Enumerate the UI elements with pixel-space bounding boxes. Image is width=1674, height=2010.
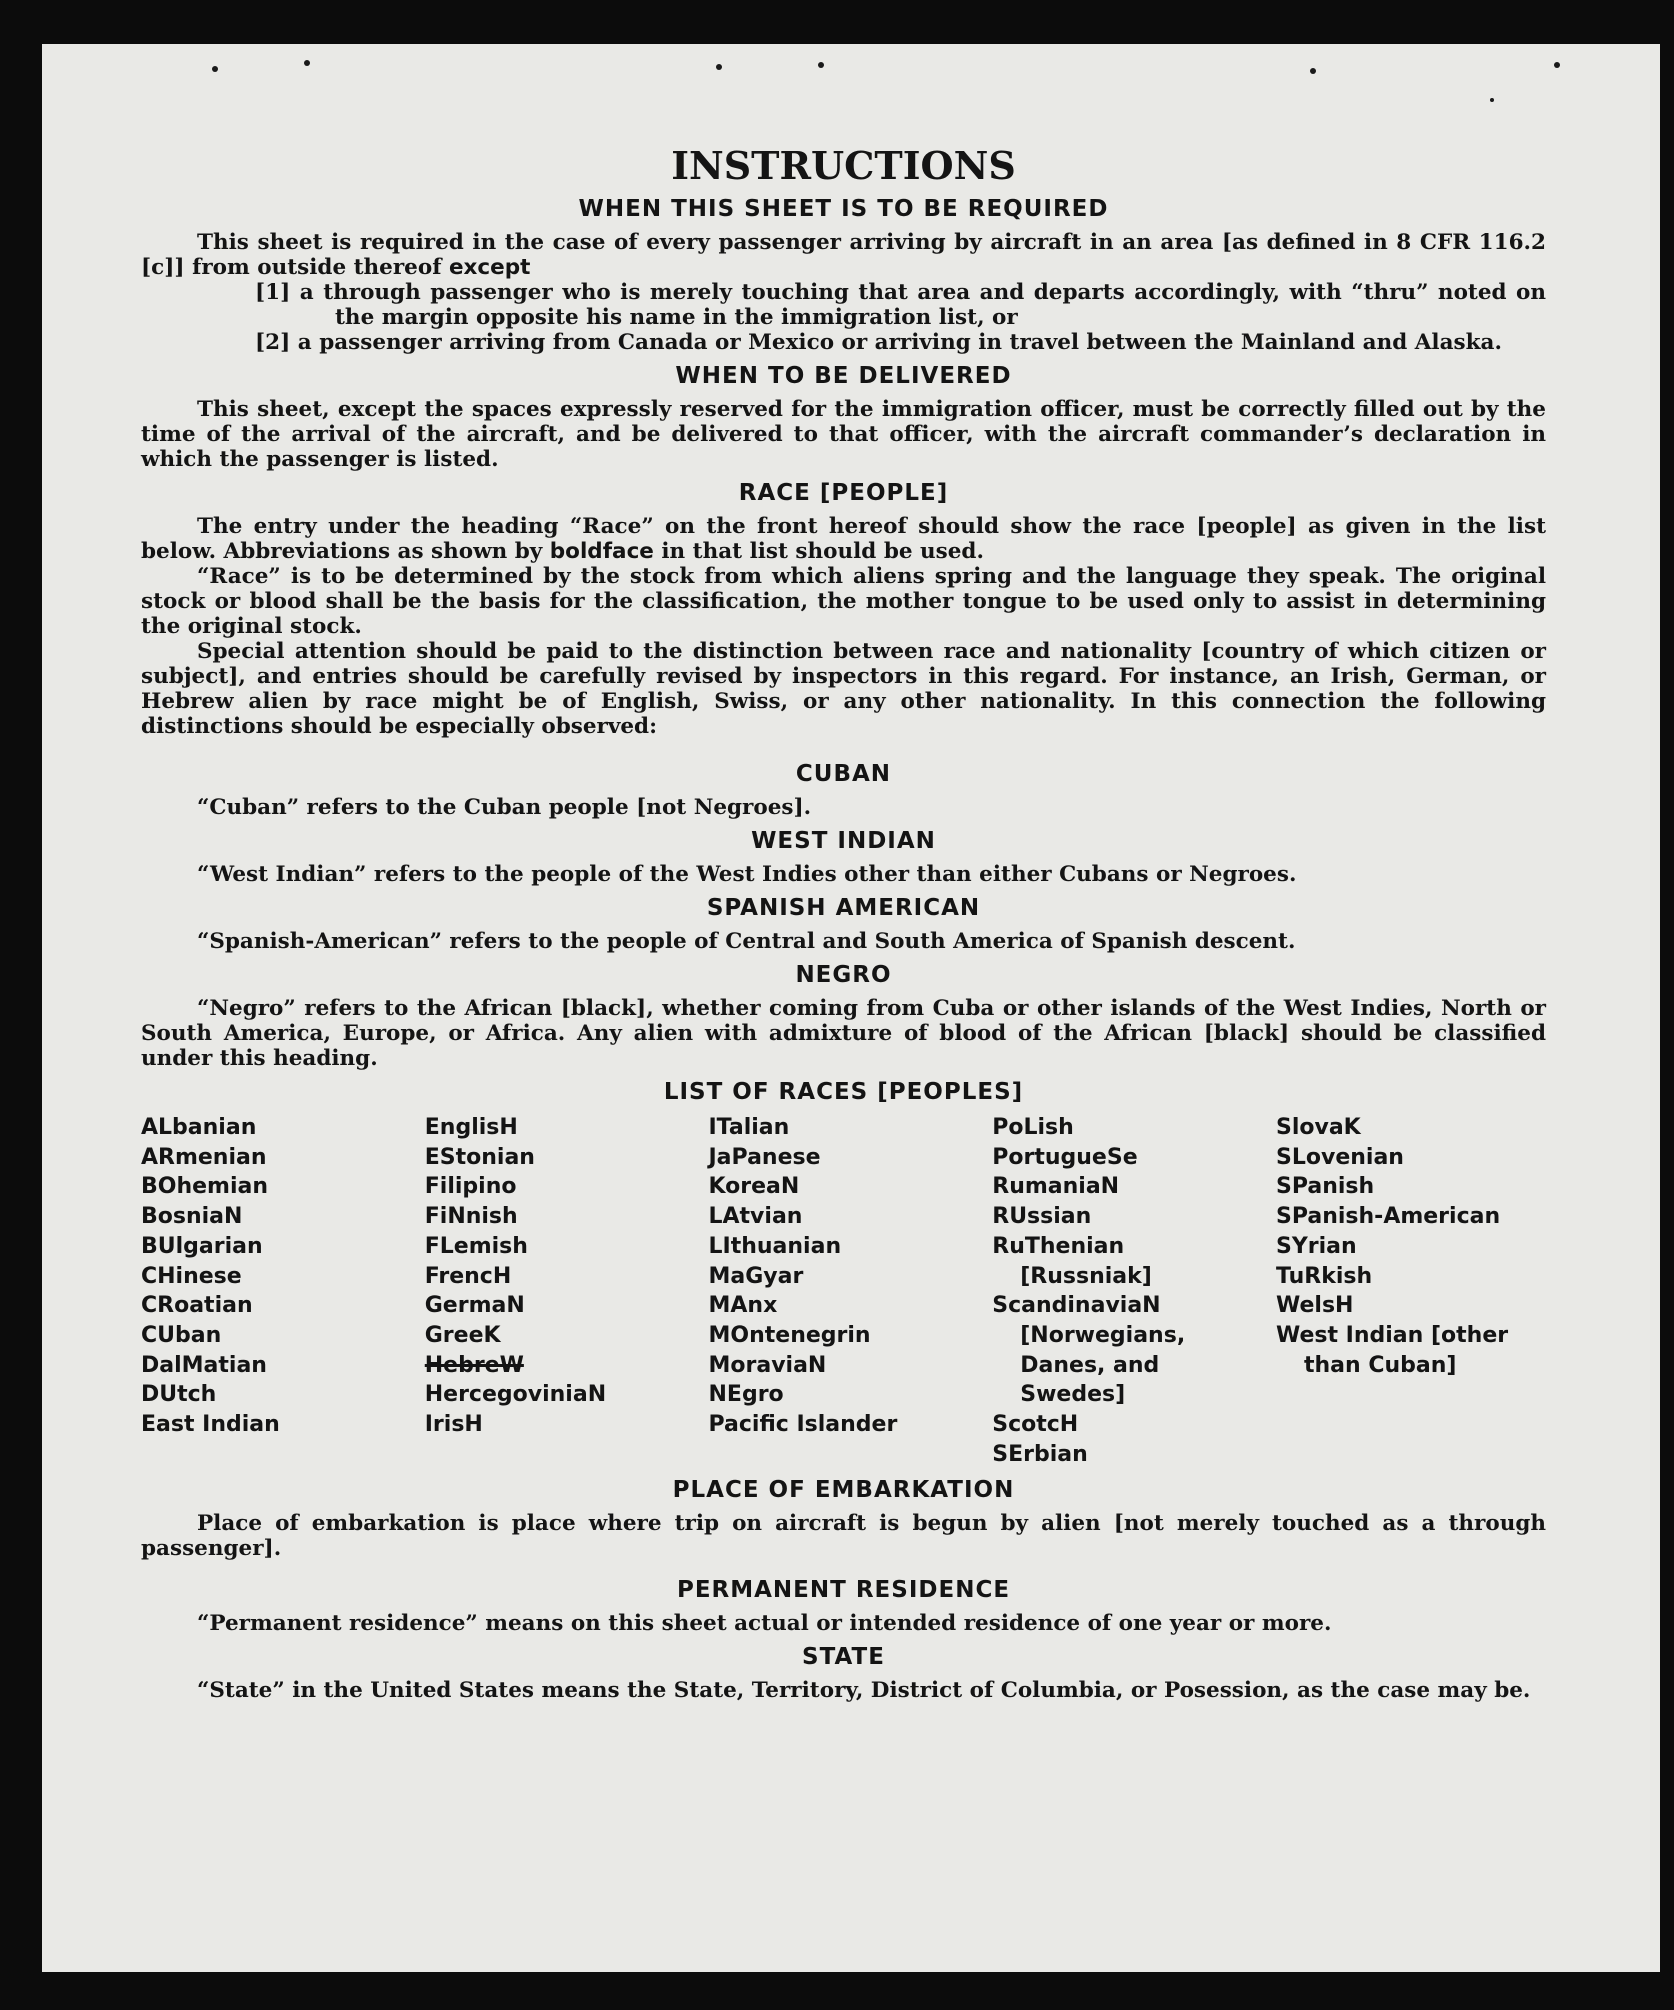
- race-list-item: CUban: [141, 1322, 222, 1348]
- race-list-item: GermaN: [424, 1293, 525, 1319]
- race-list-item: SlovaK: [1276, 1115, 1361, 1140]
- race-list-item: West Indian [other than Cuban]: [1276, 1322, 1509, 1378]
- race-list-item: SErbian: [992, 1441, 1088, 1467]
- state-text: “State” in the United States means the State, Territory, District of Columbia, or Posession, as the case may be.: [197, 1678, 1531, 1704]
- race-list-item: KoreaN: [708, 1174, 800, 1200]
- race-paragraph-2: “Race” is to be determined by the stock from which aliens spring and the language they speak. The original stock or blood shall be the basis for the classification, the mother tongue to be used only to assist in determining the original stock.: [141, 564, 1546, 639]
- race-list-item: TuRkish: [1276, 1263, 1373, 1289]
- race-list-item: PortugueSe: [992, 1144, 1138, 1170]
- race-list-item: CRoatian: [141, 1293, 253, 1319]
- race-list-item: BOhemian: [141, 1174, 269, 1200]
- required-intro: [141, 230, 1546, 280]
- race-list-item: Pacific Islander: [708, 1412, 898, 1438]
- race-list-item: ALbanian: [141, 1115, 257, 1140]
- race-list-item: WelsH: [1276, 1293, 1354, 1319]
- race-list-item: PoLish: [992, 1115, 1074, 1140]
- race-list-item: FLemish: [424, 1233, 528, 1259]
- section-heading-cuban: CUBAN: [795, 761, 892, 787]
- embarkation-text: Place of embarkation is place where trip on aircraft is begun by alien [not merely touched as a through passenger].: [141, 1511, 1546, 1562]
- race-list-item: DUtch: [141, 1382, 217, 1408]
- required-intro-text: This sheet is required in the case of every passenger arriving by aircraft in an area [as defined in 8 CFR 116.2 [c]] from outside thereof: [141, 230, 1546, 280]
- race-list-item: RuThenian [Russniak]: [992, 1233, 1152, 1289]
- section-heading-list-of-races: LIST OF RACES [PEOPLES]: [663, 1079, 1024, 1105]
- required-item-2: [2] a passenger arriving from Canada or Mexico or arriving in travel between the Mainland and Alaska.: [255, 330, 1502, 355]
- race-list-item-struck-out: HebreW: [424, 1352, 524, 1378]
- race-list-item: East Indian: [141, 1412, 280, 1438]
- section-heading-state: STATE: [802, 1644, 885, 1671]
- race-list-item: JaPanese: [708, 1144, 821, 1170]
- race-list-column-1: [141, 1113, 411, 1469]
- race-list-item: ITalian: [708, 1115, 790, 1140]
- section-heading-negro: NEGRO: [795, 962, 892, 988]
- section-heading-permanent-residence: PERMANENT RESIDENCE: [676, 1577, 1011, 1604]
- race-list-item: BosniaN: [141, 1204, 243, 1230]
- race-list-item: NEgro: [708, 1382, 784, 1408]
- race-list-item: FiNnish: [424, 1204, 518, 1230]
- race-list-item: RumaniaN: [992, 1174, 1120, 1200]
- race-list-item: RUssian: [992, 1204, 1092, 1230]
- race-list-item: EStonian: [424, 1144, 535, 1170]
- race-list-item: GreeK: [424, 1322, 501, 1348]
- delivered-text: This sheet, except the spaces expressly reserved for the immigration officer, must be correctly filled out by the time of the arrival of the aircraft, and be delivered to that officer, with the aircraft commander’s declaration in which the passenger is listed.: [141, 397, 1546, 472]
- race-list-item: ScandinaviaN [Norwegians, Danes, and Swedes]: [992, 1293, 1186, 1408]
- section-heading-spanish-american: SPANISH AMERICAN: [706, 895, 981, 921]
- race-list-item: SPanish: [1276, 1174, 1375, 1200]
- race-list-column-4: [992, 1113, 1262, 1469]
- race-list-item: MoraviaN: [708, 1352, 827, 1378]
- cuban-text: “Cuban” refers to the Cuban people [not Negroes].: [197, 795, 812, 820]
- section-heading-required: WHEN THIS SHEET IS TO BE REQUIRED: [578, 196, 1109, 222]
- race-list-item: EnglisH: [424, 1115, 518, 1140]
- race-list-item: HercegoviniaN: [424, 1382, 607, 1408]
- race-list-item: SPanish-American: [1276, 1204, 1501, 1230]
- race-list-item: LAtvian: [708, 1204, 803, 1230]
- race-list-column-2: [425, 1113, 695, 1469]
- document-page: [42, 44, 1660, 1972]
- scan-speck: [304, 60, 310, 66]
- race-p1-boldface-word: boldface: [549, 539, 654, 564]
- scan-speck: [818, 62, 824, 68]
- scan-speck: [716, 64, 722, 70]
- race-list-item: SLovenian: [1276, 1144, 1404, 1170]
- race-list-item: ScotcH: [992, 1412, 1079, 1438]
- race-list-column-3: [709, 1113, 979, 1469]
- race-list-item: CHinese: [141, 1263, 242, 1289]
- race-list-item: ARmenian: [141, 1144, 267, 1170]
- scan-speck: [212, 66, 218, 72]
- permanent-residence-text: “Permanent residence” means on this sheet actual or intended residence of one year or more.: [197, 1611, 1332, 1637]
- race-p1-text-c: in that list should be used.: [653, 539, 984, 564]
- race-paragraph-1: [141, 514, 1546, 564]
- race-paragraph-3: Special attention should be paid to the distinction between race and nationality [country of which citizen or subject], and entries should be carefully revised by inspectors in this regard. For instance, an Irish, German, or Hebrew alien by race might be of English, Swiss, or any other nationality. In this connection the following distinctions should be especially observed:: [141, 639, 1546, 739]
- race-list-item: DalMatian: [141, 1352, 267, 1378]
- scan-speck: [1310, 68, 1316, 74]
- race-list-item: FrencH: [424, 1263, 512, 1289]
- spacer: [141, 1561, 1546, 1569]
- race-list-item: IrisH: [424, 1412, 483, 1438]
- negro-text: “Negro” refers to the African [black], whether coming from Cuba or other islands of the West Indies, North or South America, Europe, or Africa. Any alien with admixture of blood of the African [black] should be classified under this heading.: [141, 996, 1546, 1071]
- required-except-word: except: [448, 255, 531, 280]
- instructions-content: [141, 144, 1546, 1703]
- section-heading-delivered: WHEN TO BE DELIVERED: [675, 363, 1012, 389]
- scan-speck: [1490, 98, 1494, 102]
- race-list-item: BUlgarian: [141, 1233, 263, 1259]
- race-p1-text-a: The entry under the heading “Race” on the front hereof should show the race [people] as given in the list below. Abbreviations as shown by: [141, 514, 1546, 564]
- scan-speck: [1554, 62, 1560, 68]
- west-indian-text: “West Indian” refers to the people of the West Indies other than either Cubans or Negroes.: [197, 862, 1297, 887]
- race-list-item: MOntenegrin: [708, 1322, 871, 1348]
- page-title: INSTRUCTIONS: [671, 143, 1016, 188]
- race-list-item: LIthuanian: [708, 1233, 842, 1259]
- spacer: [141, 739, 1546, 753]
- race-list-item: SYrian: [1276, 1233, 1357, 1259]
- race-list-column-5: [1276, 1113, 1546, 1469]
- required-item-1: [1] a through passenger who is merely touching that area and departs accordingly, with “thru” noted on the margin opposite his name in the immigration list, or: [255, 280, 1546, 330]
- section-heading-west-indian: WEST INDIAN: [751, 828, 936, 854]
- spanish-american-text: “Spanish-American” refers to the people of Central and South America of Spanish descent.: [197, 929, 1296, 954]
- section-heading-race: RACE [PEOPLE]: [738, 480, 949, 506]
- race-list: [141, 1113, 1546, 1469]
- section-heading-embarkation: PLACE OF EMBARKATION: [672, 1477, 1015, 1504]
- race-list-item: Filipino: [424, 1174, 517, 1200]
- race-list-item: MaGyar: [708, 1263, 804, 1289]
- race-list-item: MAnx: [708, 1293, 778, 1319]
